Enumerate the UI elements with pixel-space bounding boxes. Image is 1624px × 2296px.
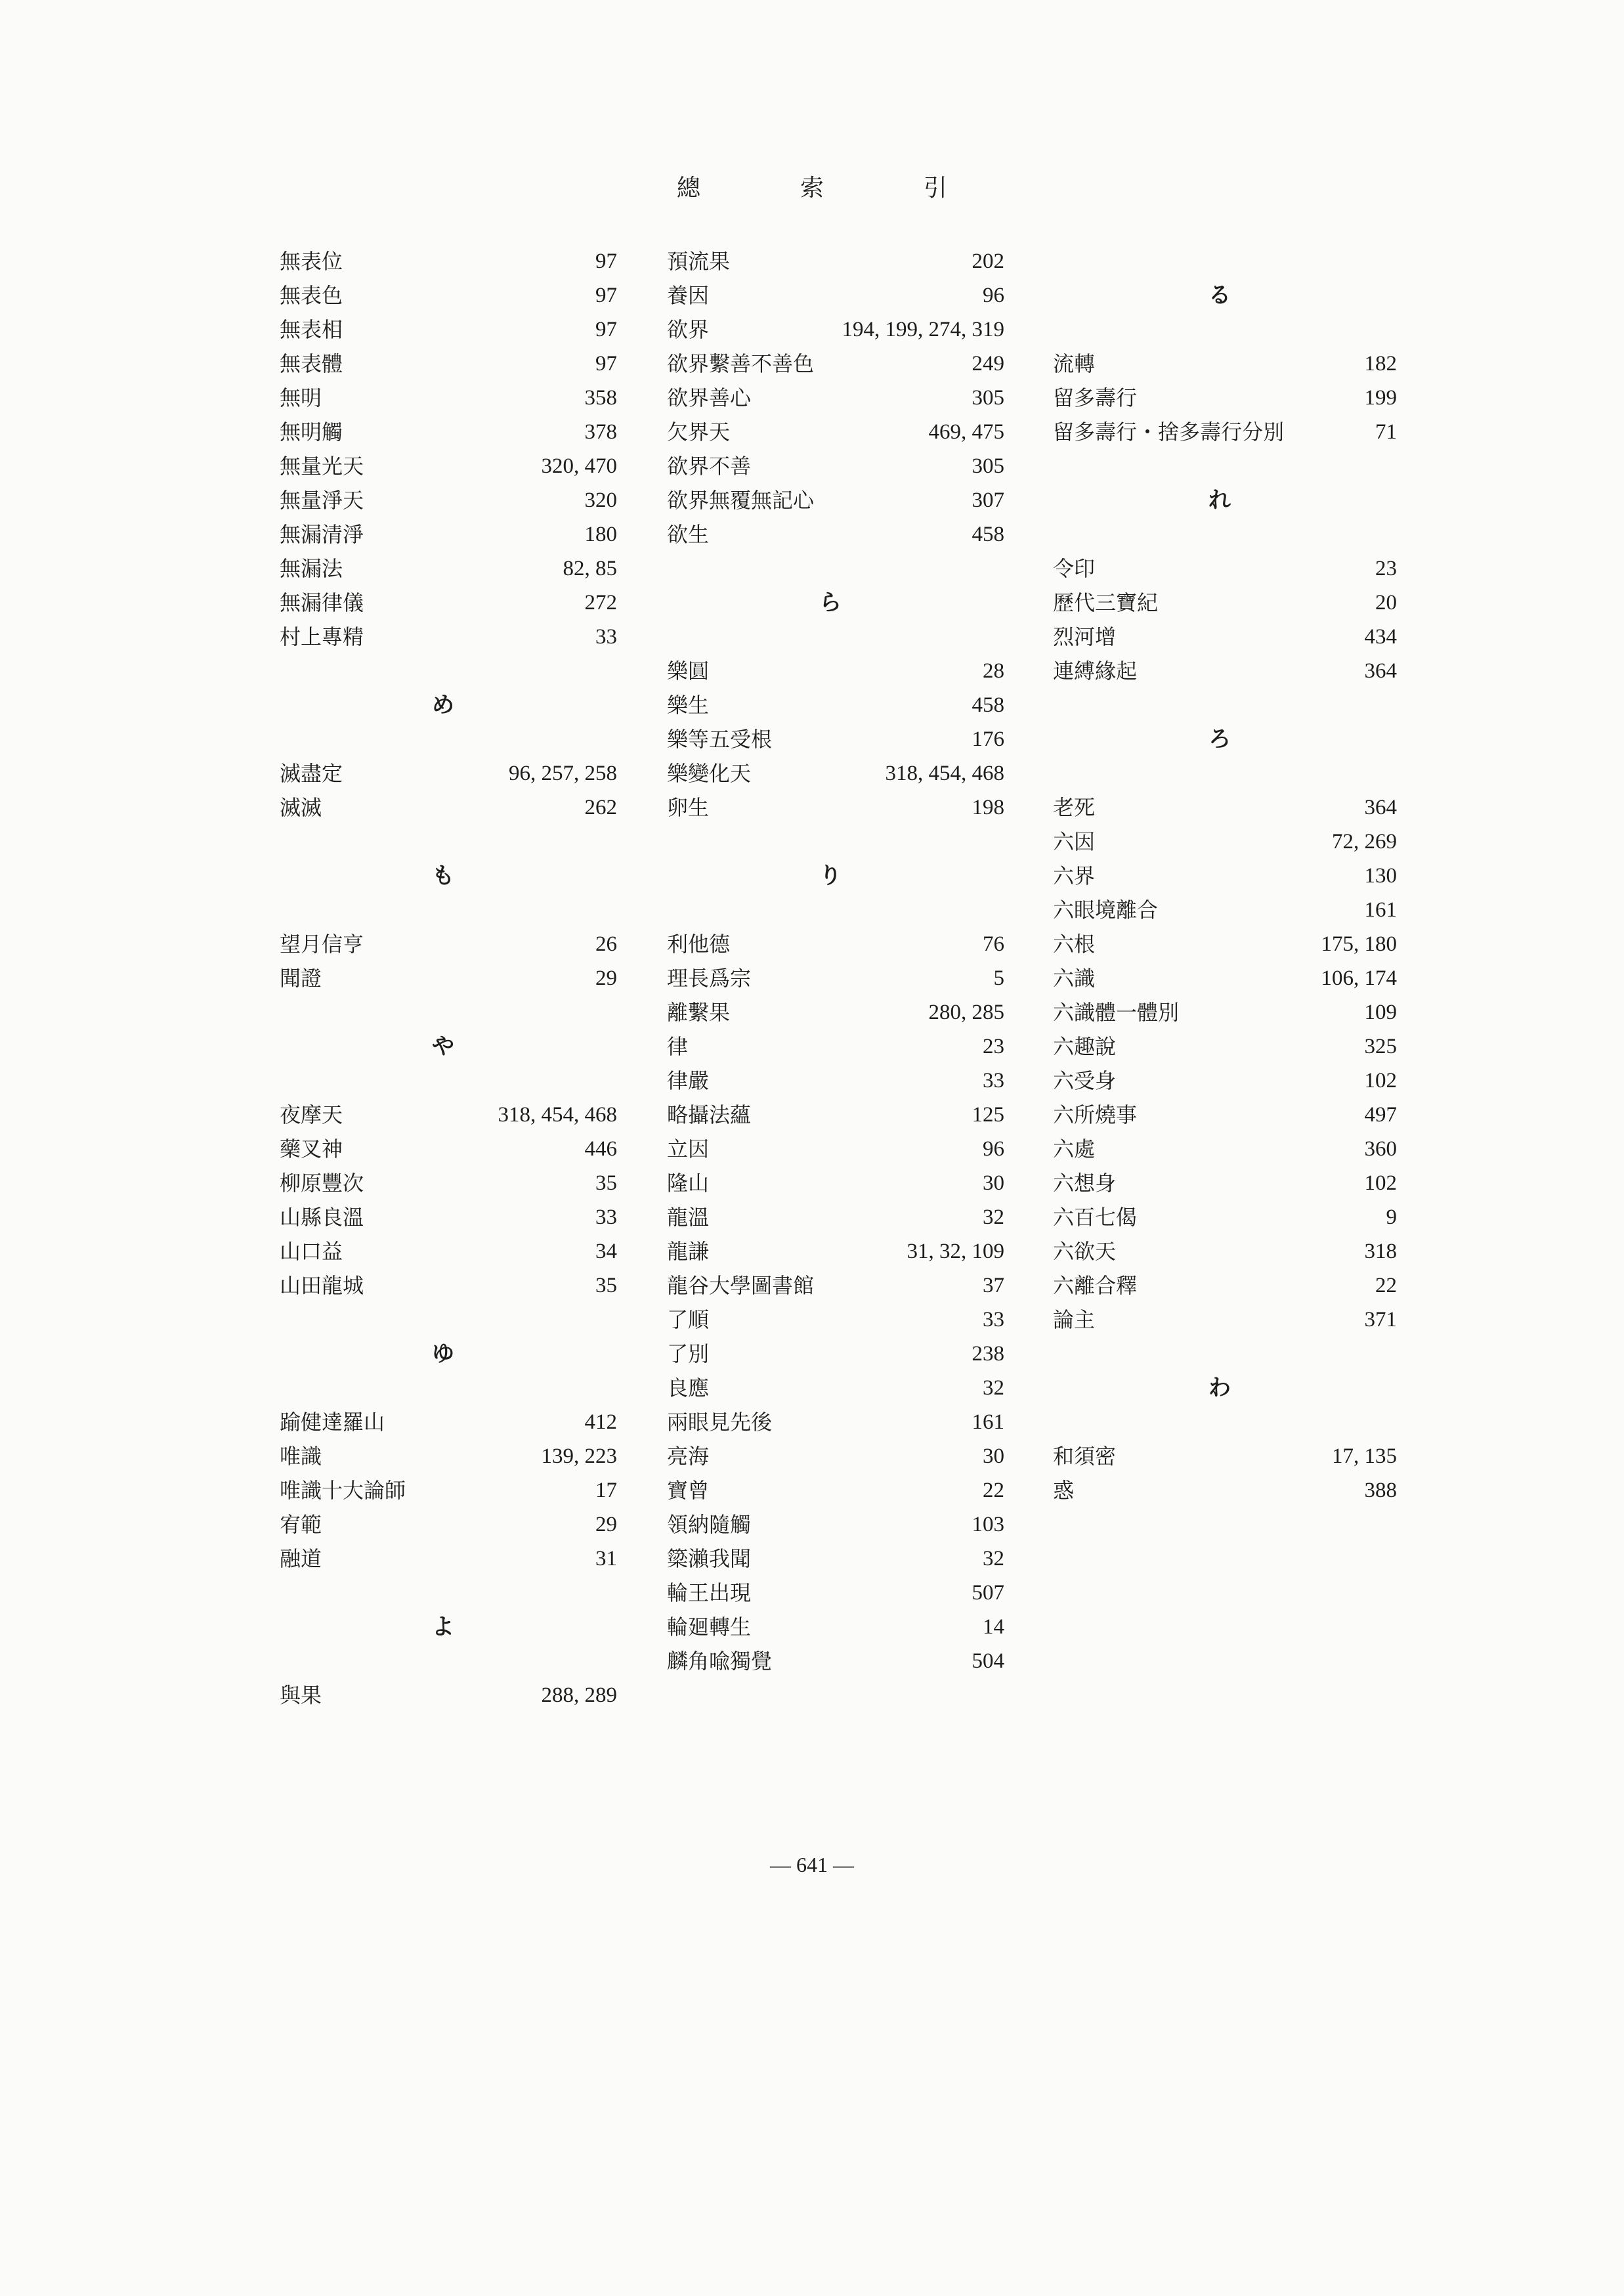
index-entry <box>656 381 1004 415</box>
page-references: 33 <box>595 1205 617 1229</box>
index-entry <box>1042 893 1397 927</box>
page-references: 97 <box>595 249 617 273</box>
page-references: 446 <box>584 1137 617 1161</box>
page-references: 280, 285 <box>928 1001 1004 1024</box>
section-heading: ろ <box>1208 726 1231 752</box>
index-entry <box>269 1678 617 1712</box>
index-term: 樂圓 <box>667 659 710 683</box>
index-entry <box>656 722 1004 756</box>
index-entry <box>656 1337 1004 1371</box>
index-entry <box>269 381 617 415</box>
index-term: 良應 <box>667 1375 710 1400</box>
index-term: 無量光天 <box>280 454 364 479</box>
page-references: 96 <box>983 1137 1004 1161</box>
page-references: 29 <box>595 1513 617 1536</box>
page-references: 378 <box>584 420 617 444</box>
page-references: 318 <box>1364 1240 1397 1263</box>
section-heading: も <box>432 863 454 889</box>
page-references: 320 <box>584 488 617 512</box>
index-term: 無漏清淨 <box>280 522 364 547</box>
index-term: 兩眼見先後 <box>667 1410 773 1435</box>
page-references: 109 <box>1364 1001 1397 1024</box>
page-references: 14 <box>983 1615 1004 1639</box>
index-entry <box>656 1610 1004 1644</box>
index-entry <box>269 961 617 995</box>
page-references: 30 <box>983 1444 1004 1468</box>
index-column-1 <box>269 244 617 1712</box>
index-term: 無表位 <box>280 249 343 274</box>
page-references: 26 <box>595 932 617 956</box>
index-term: 令印 <box>1053 556 1096 581</box>
index-term: 六因 <box>1053 829 1096 854</box>
index-term: 望月信亨 <box>280 932 364 957</box>
page-references: 504 <box>972 1649 1004 1673</box>
index-term: 無表相 <box>280 317 343 342</box>
index-entry <box>269 1166 617 1200</box>
page-references: 17 <box>595 1479 617 1502</box>
index-entry <box>656 1132 1004 1166</box>
page-references: 198 <box>972 796 1004 819</box>
index-term: 六欲天 <box>1053 1239 1117 1264</box>
index-term: 宥範 <box>280 1512 322 1537</box>
page-references: 29 <box>595 966 617 990</box>
index-term: 無明觸 <box>280 420 343 444</box>
index-entry <box>269 1098 617 1132</box>
index-term: 無表體 <box>280 351 343 376</box>
index-entry <box>1042 859 1397 893</box>
index-entry <box>269 1439 617 1473</box>
index-term: 六所燒事 <box>1053 1102 1138 1127</box>
page-references: 102 <box>1364 1069 1397 1093</box>
page-references: 35 <box>595 1274 617 1297</box>
page-references: 318, 454, 468 <box>498 1103 617 1127</box>
index-entry <box>269 620 617 654</box>
index-term: 養因 <box>667 283 710 308</box>
index-term: 寶曾 <box>667 1478 710 1503</box>
index-entry <box>1042 1132 1397 1166</box>
page-references: 106, 174 <box>1321 966 1397 990</box>
index-entry <box>656 995 1004 1029</box>
index-entry <box>1042 1303 1397 1337</box>
page-references: 130 <box>1364 864 1397 888</box>
page-references: 358 <box>584 386 617 410</box>
index-entry <box>656 961 1004 995</box>
page-references: 22 <box>1375 1274 1397 1297</box>
index-entry <box>656 313 1004 347</box>
index-term: 簗瀨我聞 <box>667 1546 752 1571</box>
index-term: 欲界繫善不善色 <box>667 351 815 376</box>
index-term: 六識 <box>1053 966 1096 991</box>
page-references: 199 <box>1364 386 1397 410</box>
index-entry <box>656 1439 1004 1473</box>
page-references: 161 <box>972 1410 1004 1434</box>
page-references: 182 <box>1364 352 1397 376</box>
page-references: 249 <box>972 352 1004 376</box>
index-term: 烈河增 <box>1053 624 1117 649</box>
index-entry <box>269 1507 617 1542</box>
page-references: 272 <box>584 591 617 615</box>
index-term: 龍溫 <box>667 1205 710 1230</box>
index-term: 山口益 <box>280 1239 343 1264</box>
index-term: 老死 <box>1053 795 1096 820</box>
index-entry <box>1042 1064 1397 1098</box>
page-references: 305 <box>972 386 1004 410</box>
page-references: 31, 32, 109 <box>907 1240 1004 1263</box>
page-references: 30 <box>983 1171 1004 1195</box>
index-term: 樂變化天 <box>667 761 752 786</box>
index-entry <box>269 517 617 552</box>
index-entry <box>1042 654 1397 688</box>
index-term: 山縣良溫 <box>280 1205 364 1230</box>
section-heading: る <box>1208 282 1231 309</box>
page-references: 96, 257, 258 <box>509 762 617 785</box>
index-term: 山田龍城 <box>280 1273 364 1298</box>
index-entry <box>269 1132 617 1166</box>
index-term: 夜摩天 <box>280 1102 343 1127</box>
index-entry <box>269 1268 617 1303</box>
page-references: 507 <box>972 1581 1004 1605</box>
index-entry <box>1042 381 1397 415</box>
page-references: 371 <box>1364 1308 1397 1332</box>
index-entry <box>269 927 617 961</box>
index-entry <box>1042 1234 1397 1268</box>
index-entry <box>656 449 1004 483</box>
page-references: 33 <box>983 1308 1004 1332</box>
page-references: 364 <box>1364 796 1397 819</box>
index-entry <box>1042 1029 1397 1064</box>
index-entry <box>656 756 1004 791</box>
index-entry <box>1042 347 1397 381</box>
index-entry <box>656 1542 1004 1576</box>
index-entry <box>656 1200 1004 1234</box>
page-references: 33 <box>595 625 617 649</box>
index-term: 歷代三寶紀 <box>1053 590 1159 615</box>
page-number: — 641 — <box>770 1853 854 1876</box>
index-entry <box>1042 1268 1397 1303</box>
index-entry <box>656 1064 1004 1098</box>
index-entry <box>656 1029 1004 1064</box>
index-term: 流轉 <box>1053 351 1096 376</box>
index-term: 聞證 <box>280 966 322 991</box>
index-entry <box>1042 927 1397 961</box>
page-references: 139, 223 <box>541 1444 617 1468</box>
index-column-3 <box>1042 244 1397 1507</box>
index-term: 唯識 <box>280 1444 322 1469</box>
index-term: 龍谷大學圖書館 <box>667 1273 815 1298</box>
index-term: 六百七偈 <box>1053 1205 1138 1230</box>
index-term: 和須密 <box>1053 1444 1117 1469</box>
index-term: 留多壽行・捨多壽行分別 <box>1053 420 1285 444</box>
page-references: 35 <box>595 1171 617 1195</box>
index-entry <box>1042 825 1397 859</box>
index-term: 唯識十大論師 <box>280 1478 406 1503</box>
page-references: 102 <box>1364 1171 1397 1195</box>
page-references: 32 <box>983 1376 1004 1400</box>
index-term: 輪廻轉生 <box>667 1614 752 1639</box>
index-term: 了別 <box>667 1341 710 1366</box>
index-term: 六趣說 <box>1053 1034 1117 1059</box>
page-references: 238 <box>972 1342 1004 1366</box>
index-term: 龍謙 <box>667 1239 710 1264</box>
index-entry <box>269 552 617 586</box>
index-term: 利他德 <box>667 932 731 957</box>
index-entry <box>269 244 617 278</box>
page-references: 262 <box>584 796 617 819</box>
index-entry <box>656 1473 1004 1507</box>
section-heading: ゆ <box>432 1341 454 1367</box>
section-heading: れ <box>1208 487 1231 513</box>
page-references: 364 <box>1364 659 1397 683</box>
index-term: 樂等五受根 <box>667 727 773 752</box>
index-term: 六受身 <box>1053 1068 1117 1093</box>
index-entry <box>1042 961 1397 995</box>
index-entry <box>656 517 1004 552</box>
index-term: 欲生 <box>667 522 710 547</box>
index-entry <box>269 278 617 313</box>
page-references: 31 <box>595 1547 617 1570</box>
page-references: 320, 470 <box>541 454 617 478</box>
index-term: 六處 <box>1053 1137 1096 1161</box>
index-entry <box>1042 1200 1397 1234</box>
index-column-2 <box>656 244 1004 1678</box>
index-entry <box>1042 791 1397 825</box>
index-term: 離繫果 <box>667 1000 731 1025</box>
page-references: 23 <box>983 1035 1004 1058</box>
page-references: 325 <box>1364 1035 1397 1058</box>
index-term: 六離合釋 <box>1053 1273 1138 1298</box>
index-entry <box>656 1234 1004 1268</box>
index-entry <box>656 688 1004 722</box>
index-entry <box>656 1303 1004 1337</box>
index-term: 留多壽行 <box>1053 385 1138 410</box>
index-term: 踰健達羅山 <box>280 1410 385 1435</box>
page-references: 305 <box>972 454 1004 478</box>
index-term: 滅盡定 <box>280 761 343 786</box>
index-term: 隆山 <box>667 1171 710 1196</box>
page-references: 202 <box>972 249 1004 273</box>
page-references: 72, 269 <box>1332 830 1397 854</box>
index-entry <box>269 1234 617 1268</box>
index-entry <box>1042 586 1397 620</box>
page-references: 33 <box>983 1069 1004 1093</box>
index-term: 六眼境離合 <box>1053 898 1159 922</box>
index-entry <box>1042 1098 1397 1132</box>
index-entry <box>656 278 1004 313</box>
page-references: 97 <box>595 318 617 341</box>
index-term: 卵生 <box>667 795 710 820</box>
index-entry <box>1042 1166 1397 1200</box>
index-entry <box>656 347 1004 381</box>
index-term: 融道 <box>280 1546 322 1571</box>
index-entry <box>656 1507 1004 1542</box>
page-references: 96 <box>983 284 1004 307</box>
index-term: 論主 <box>1053 1307 1096 1332</box>
page-references: 307 <box>972 488 1004 512</box>
page-references: 360 <box>1364 1137 1397 1161</box>
index-entry <box>1042 1439 1397 1473</box>
page-references: 161 <box>1364 898 1397 922</box>
index-term: 無表色 <box>280 283 343 308</box>
index-term: 了順 <box>667 1307 710 1332</box>
index-entry <box>1042 552 1397 586</box>
page-references: 82, 85 <box>563 557 617 580</box>
index-entry <box>656 1166 1004 1200</box>
index-term: 領納隨觸 <box>667 1512 752 1537</box>
index-entry <box>269 449 617 483</box>
section-heading: よ <box>432 1614 454 1640</box>
index-entry <box>269 586 617 620</box>
index-term: 六界 <box>1053 863 1096 888</box>
index-term: 無漏法 <box>280 556 343 581</box>
index-term: 預流果 <box>667 249 731 274</box>
index-entry <box>269 791 617 825</box>
index-term: 輪王出現 <box>667 1580 752 1605</box>
page-references: 434 <box>1364 625 1397 649</box>
index-term: 六識體一體別 <box>1053 1000 1180 1025</box>
page-references: 176 <box>972 727 1004 751</box>
index-entry <box>656 483 1004 517</box>
index-entry <box>656 244 1004 278</box>
page-references: 288, 289 <box>541 1683 617 1707</box>
page-references: 412 <box>584 1410 617 1434</box>
index-term: 欲界 <box>667 317 710 342</box>
page-references: 76 <box>983 932 1004 956</box>
index-term: 麟角喩獨覺 <box>667 1649 773 1674</box>
page-references: 469, 475 <box>928 420 1004 444</box>
index-entry <box>656 1405 1004 1439</box>
page-references: 125 <box>972 1103 1004 1127</box>
index-term: 欲界善心 <box>667 385 752 410</box>
index-term: 無量淨天 <box>280 488 364 513</box>
index-entry <box>269 483 617 517</box>
index-term: 與果 <box>280 1683 322 1708</box>
page-references: 97 <box>595 284 617 307</box>
page-references: 458 <box>972 523 1004 546</box>
page-references: 32 <box>983 1547 1004 1570</box>
index-term: 欲界不善 <box>667 454 752 479</box>
index-entry <box>269 415 617 449</box>
page-references: 97 <box>595 352 617 376</box>
index-term: 無漏律儀 <box>280 590 364 615</box>
index-term: 滅滅 <box>280 795 322 820</box>
page-references: 194, 199, 274, 319 <box>842 318 1004 341</box>
index-entry <box>269 1405 617 1439</box>
page-title: 總 索 引 <box>676 175 985 202</box>
page-references: 37 <box>983 1274 1004 1297</box>
page-references: 20 <box>1375 591 1397 615</box>
index-term: 立因 <box>667 1137 710 1161</box>
index-term: 亮海 <box>667 1444 710 1469</box>
page-references: 23 <box>1375 557 1397 580</box>
page-references: 180 <box>584 523 617 546</box>
index-term: 律嚴 <box>667 1068 710 1093</box>
page-references: 103 <box>972 1513 1004 1536</box>
index-term: 欲界無覆無記心 <box>667 488 815 513</box>
page-references: 22 <box>983 1479 1004 1502</box>
section-heading: や <box>432 1033 454 1060</box>
section-heading: り <box>819 863 842 889</box>
index-entry <box>1042 995 1397 1029</box>
index-term: 樂生 <box>667 693 710 718</box>
page-references: 34 <box>595 1240 617 1263</box>
index-entry <box>269 347 617 381</box>
index-entry <box>656 927 1004 961</box>
index-term: 柳原豐次 <box>280 1171 364 1196</box>
index-entry <box>1042 620 1397 654</box>
index-entry <box>656 415 1004 449</box>
index-entry <box>656 654 1004 688</box>
index-entry <box>1042 1473 1397 1507</box>
index-term: 藥叉神 <box>280 1137 343 1161</box>
index-entry <box>656 791 1004 825</box>
index-entry <box>269 313 617 347</box>
index-term: 村上專精 <box>280 624 364 649</box>
index-entry <box>656 1644 1004 1678</box>
index-term: 欠界天 <box>667 420 731 444</box>
page-references: 497 <box>1364 1103 1397 1127</box>
index-entry <box>656 1371 1004 1405</box>
page-references: 9 <box>1386 1205 1397 1229</box>
index-entry <box>269 1542 617 1576</box>
page-references: 28 <box>983 659 1004 683</box>
index-entry <box>656 1268 1004 1303</box>
page-references: 318, 454, 468 <box>885 762 1004 785</box>
page-references: 71 <box>1375 420 1397 444</box>
section-heading: ら <box>819 590 842 616</box>
page-references: 17, 135 <box>1332 1444 1397 1468</box>
index-entry <box>269 756 617 791</box>
page-references: 388 <box>1364 1479 1397 1502</box>
index-term: 略攝法蘊 <box>667 1102 752 1127</box>
section-heading: わ <box>1208 1375 1231 1401</box>
index-entry <box>1042 415 1397 449</box>
index-term: 連縛緣起 <box>1053 659 1138 683</box>
index-term: 惑 <box>1053 1478 1075 1503</box>
index-entry <box>269 1473 617 1507</box>
section-heading: め <box>432 692 454 718</box>
page-references: 458 <box>972 693 1004 717</box>
index-term: 律 <box>667 1034 689 1059</box>
index-entry <box>656 1098 1004 1132</box>
page-references: 32 <box>983 1205 1004 1229</box>
page-references: 5 <box>993 966 1004 990</box>
index-term: 理長爲宗 <box>667 966 752 991</box>
index-term: 六想身 <box>1053 1171 1117 1196</box>
index-term: 六根 <box>1053 932 1096 957</box>
index-term: 無明 <box>280 385 322 410</box>
index-entry <box>656 1576 1004 1610</box>
index-entry <box>269 1200 617 1234</box>
page-references: 175, 180 <box>1321 932 1397 956</box>
